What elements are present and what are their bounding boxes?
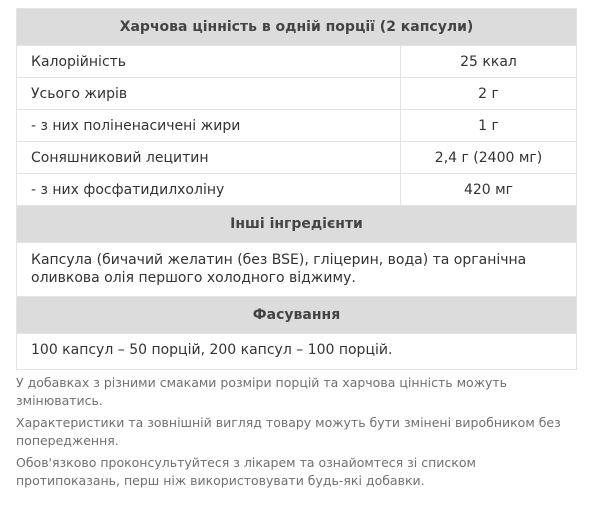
nutrient-name: Калорійність — [17, 46, 401, 78]
nutrient-name: Соняшниковий лецитин — [17, 142, 401, 174]
nutrition-table — [16, 8, 577, 370]
ingredients-text: Капсула (бичачий желатин (без BSE), гліцерин, вода) та органічна оливкова олія першого холодного віджиму. — [17, 243, 577, 297]
table-row — [17, 46, 577, 78]
packaging-header: Фасування — [17, 297, 577, 334]
ingredients-header-row — [17, 206, 577, 243]
nutrient-value: 1 г — [401, 110, 577, 142]
nutrition-header-row — [17, 9, 577, 46]
nutrient-value: 420 мг — [401, 174, 577, 206]
nutrition-facts — [16, 8, 576, 370]
packaging-header-row — [17, 297, 577, 334]
nutrient-name: - з них поліненасичені жири — [17, 110, 401, 142]
nutrient-value: 2 г — [401, 78, 577, 110]
table-row — [17, 142, 577, 174]
table-row — [17, 110, 577, 142]
nutrient-name: Усього жирів — [17, 78, 401, 110]
disclaimer-notes — [16, 374, 576, 494]
nutrition-header: Харчова цінність в одній порції (2 капсули) — [17, 9, 577, 46]
table-row — [17, 174, 577, 206]
table-row — [17, 78, 577, 110]
ingredients-header: Інші інгредієнти — [17, 206, 577, 243]
packaging-row — [17, 334, 577, 370]
ingredients-row — [17, 243, 577, 297]
packaging-text: 100 капсул – 50 порцій, 200 капсул – 100 порцій. — [17, 334, 577, 370]
nutrient-value: 25 ккал — [401, 46, 577, 78]
nutrient-value: 2,4 г (2400 мг) — [401, 142, 577, 174]
disclaimer-note: Обов'язково проконсультуйтеся з лікарем та ознайомтеся зі списком протипоказань, перш ніж використовувати будь-які добавки. — [16, 455, 476, 488]
nutrient-name: - з них фосфатидилхоліну — [17, 174, 401, 206]
disclaimer-note: Характеристики та зовнішній вигляд товару можуть бути змінені виробником без попередження. — [16, 415, 561, 448]
disclaimer-note: У добавках з різними смаками розміри порцій та харчова цінність можуть змінюватись. — [16, 375, 508, 408]
